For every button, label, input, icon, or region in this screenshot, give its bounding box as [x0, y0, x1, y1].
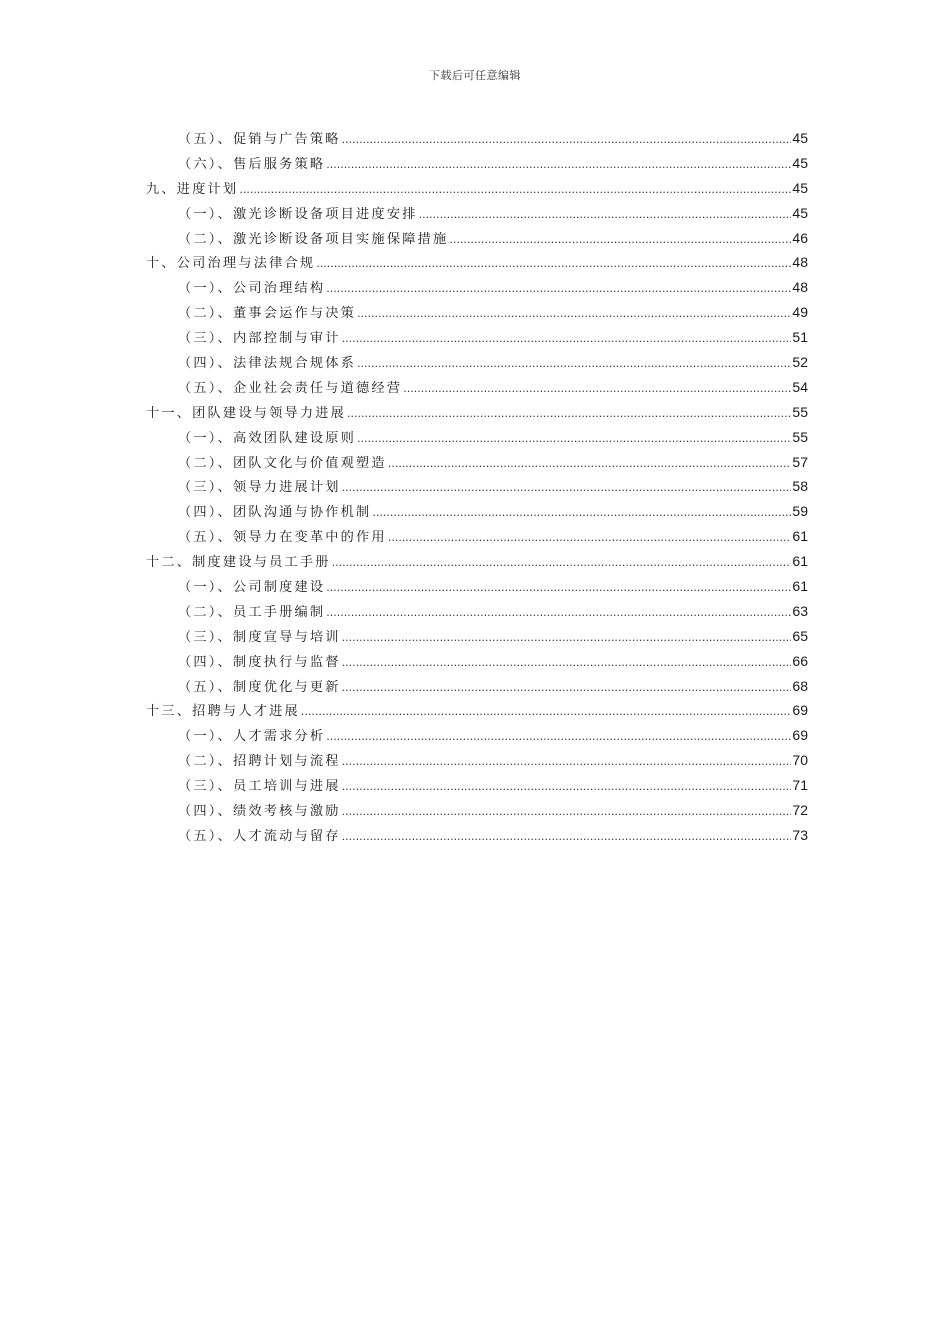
- toc-dot-leader: [326, 601, 791, 626]
- toc-entry-title: （三）、内部控制与审计: [178, 331, 341, 347]
- toc-chapter-entry[interactable]: [146, 549, 808, 574]
- toc-chapter-entry[interactable]: [146, 176, 808, 201]
- toc-dot-leader: [326, 277, 791, 302]
- toc-dot-leader: [326, 153, 791, 178]
- toc-entry-page-number: 52: [792, 354, 808, 371]
- toc-dot-leader: [449, 228, 791, 253]
- toc-entry-page-number: 73: [792, 826, 808, 843]
- toc-entry-title: （四）、制度执行与监督: [178, 654, 341, 670]
- toc-entry-page-number: 58: [792, 478, 808, 495]
- toc-entry-title: （二）、董事会运作与决策: [178, 306, 357, 322]
- toc-section-entry[interactable]: [146, 375, 808, 400]
- toc-entry-title: （一）、公司治理结构: [178, 281, 326, 297]
- toc-entry-title: （五）、促销与广告策略: [178, 132, 341, 147]
- toc-entry-title: （一）、人才需求分析: [178, 729, 326, 745]
- toc-entry-title: （四）、绩效考核与激励: [178, 804, 341, 820]
- toc-entry-title: （五）、领导力在变革中的作用: [178, 530, 387, 546]
- toc-entry-page-number: 61: [792, 578, 808, 595]
- toc-dot-leader: [342, 825, 792, 850]
- toc-entry-title: 十三、招聘与人才进展: [146, 704, 300, 720]
- toc-entry-page-number: 48: [792, 279, 808, 296]
- toc-entry-page-number: 49: [792, 304, 808, 321]
- toc-section-entry[interactable]: [146, 723, 808, 748]
- toc-dot-leader: [342, 800, 792, 825]
- toc-entry-page-number: 72: [792, 802, 808, 819]
- toc-entry-title: （三）、领导力进展计划: [178, 480, 341, 496]
- toc-dot-leader: [419, 203, 792, 228]
- toc-entry-page-number: 45: [792, 179, 808, 196]
- toc-entry-page-number: 55: [792, 403, 808, 420]
- toc-dot-leader: [372, 501, 791, 526]
- toc-entry-page-number: 71: [792, 777, 808, 794]
- toc-entry-page-number: 63: [792, 602, 808, 619]
- toc-dot-leader: [239, 178, 791, 203]
- toc-section-entry[interactable]: [146, 599, 808, 624]
- toc-dot-leader: [326, 725, 791, 750]
- toc-chapter-entry[interactable]: [146, 400, 808, 425]
- toc-section-entry[interactable]: [146, 499, 808, 524]
- toc-section-entry[interactable]: [146, 300, 808, 325]
- toc-entry-title: （三）、制度宣导与培训: [178, 629, 341, 645]
- toc-entry-page-number: 68: [792, 677, 808, 694]
- toc-dot-leader: [342, 626, 792, 651]
- toc-section-entry[interactable]: [146, 773, 808, 798]
- toc-dot-leader: [388, 452, 792, 477]
- toc-entry-page-number: 45: [792, 130, 808, 146]
- toc-dot-leader: [357, 352, 791, 377]
- toc-entry-title: （二）、招聘计划与流程: [178, 754, 341, 770]
- toc-entry-title: 九、进度计划: [146, 181, 239, 197]
- toc-dot-leader: [357, 427, 791, 452]
- toc-entry-page-number: 70: [792, 752, 808, 769]
- toc-entry-page-number: 66: [792, 652, 808, 669]
- toc-dot-leader: [316, 252, 791, 277]
- toc-entry-title: （五）、制度优化与更新: [178, 679, 341, 695]
- toc-dot-leader: [403, 377, 791, 402]
- toc-dot-leader: [342, 128, 792, 153]
- toc-entry-page-number: 45: [792, 154, 808, 171]
- toc-section-entry[interactable]: [146, 823, 808, 848]
- toc-section-entry[interactable]: [146, 624, 808, 649]
- toc-dot-leader: [332, 551, 792, 576]
- toc-dot-leader: [388, 526, 792, 551]
- toc-dot-leader: [347, 402, 791, 427]
- toc-dot-leader: [342, 750, 792, 775]
- toc-section-entry[interactable]: [146, 201, 808, 226]
- toc-section-entry[interactable]: [146, 151, 808, 176]
- toc-dot-leader: [342, 775, 792, 800]
- toc-dot-leader: [301, 700, 792, 725]
- toc-dot-leader: [342, 327, 792, 352]
- toc-section-entry[interactable]: [146, 126, 808, 151]
- toc-dot-leader: [326, 576, 791, 601]
- toc-entry-page-number: 54: [792, 378, 808, 395]
- toc-section-entry[interactable]: [146, 748, 808, 773]
- toc-section-entry[interactable]: [146, 674, 808, 699]
- toc-entry-page-number: 57: [792, 453, 808, 470]
- toc-entry-page-number: 69: [792, 702, 808, 719]
- toc-dot-leader: [357, 302, 791, 327]
- toc-section-entry[interactable]: [146, 574, 808, 599]
- toc-entry-page-number: 65: [792, 627, 808, 644]
- toc-entry-title: （五）、企业社会责任与道德经营: [178, 380, 403, 396]
- toc-section-entry[interactable]: [146, 350, 808, 375]
- toc-entry-title: （一）、公司制度建设: [178, 580, 326, 596]
- toc-section-entry[interactable]: [146, 325, 808, 350]
- toc-entry-title: 十、公司治理与法律合规: [146, 256, 316, 272]
- table-of-contents: [146, 126, 808, 848]
- toc-entry-title: （六）、售后服务策略: [178, 156, 326, 172]
- toc-dot-leader: [342, 476, 792, 501]
- toc-entry-page-number: 48: [792, 254, 808, 271]
- toc-entry-title: （四）、法律法规合规体系: [178, 356, 357, 372]
- toc-section-entry[interactable]: [146, 524, 808, 549]
- toc-entry-title: （四）、团队沟通与协作机制: [178, 505, 372, 521]
- toc-entry-title: （一）、高效团队建设原则: [178, 430, 357, 446]
- toc-entry-title: （三）、员工培训与进展: [178, 779, 341, 795]
- toc-entry-page-number: 61: [792, 528, 808, 545]
- toc-entry-title: （二）、激光诊断设备项目实施保障措施: [178, 231, 449, 247]
- toc-chapter-entry[interactable]: [146, 250, 808, 275]
- toc-entry-page-number: 46: [792, 229, 808, 246]
- toc-entry-page-number: 61: [792, 553, 808, 570]
- toc-entry-title: （二）、团队文化与价值观塑造: [178, 455, 387, 471]
- toc-dot-leader: [342, 676, 792, 701]
- toc-entry-page-number: 69: [792, 727, 808, 744]
- toc-entry-page-number: 51: [792, 329, 808, 346]
- header-note: 下载后可任意编辑: [429, 69, 521, 82]
- toc-section-entry[interactable]: [146, 474, 808, 499]
- toc-section-entry[interactable]: [146, 798, 808, 823]
- toc-entry-title: （五）、人才流动与留存: [178, 828, 341, 844]
- toc-section-entry[interactable]: [146, 649, 808, 674]
- toc-section-entry[interactable]: [146, 450, 808, 475]
- toc-section-entry[interactable]: [146, 425, 808, 450]
- toc-chapter-entry[interactable]: [146, 698, 808, 723]
- toc-entry-title: 十二、制度建设与员工手册: [146, 555, 331, 571]
- toc-entry-title: （一）、激光诊断设备项目进度安排: [178, 206, 418, 222]
- toc-entry-page-number: 59: [792, 503, 808, 520]
- toc-entry-page-number: 55: [792, 428, 808, 445]
- toc-section-entry[interactable]: [146, 226, 808, 251]
- toc-entry-page-number: 45: [792, 204, 808, 221]
- toc-section-entry[interactable]: [146, 275, 808, 300]
- toc-entry-title: 十一、团队建设与领导力进展: [146, 405, 347, 421]
- toc-entry-title: （二）、员工手册编制: [178, 604, 326, 620]
- toc-dot-leader: [342, 651, 792, 676]
